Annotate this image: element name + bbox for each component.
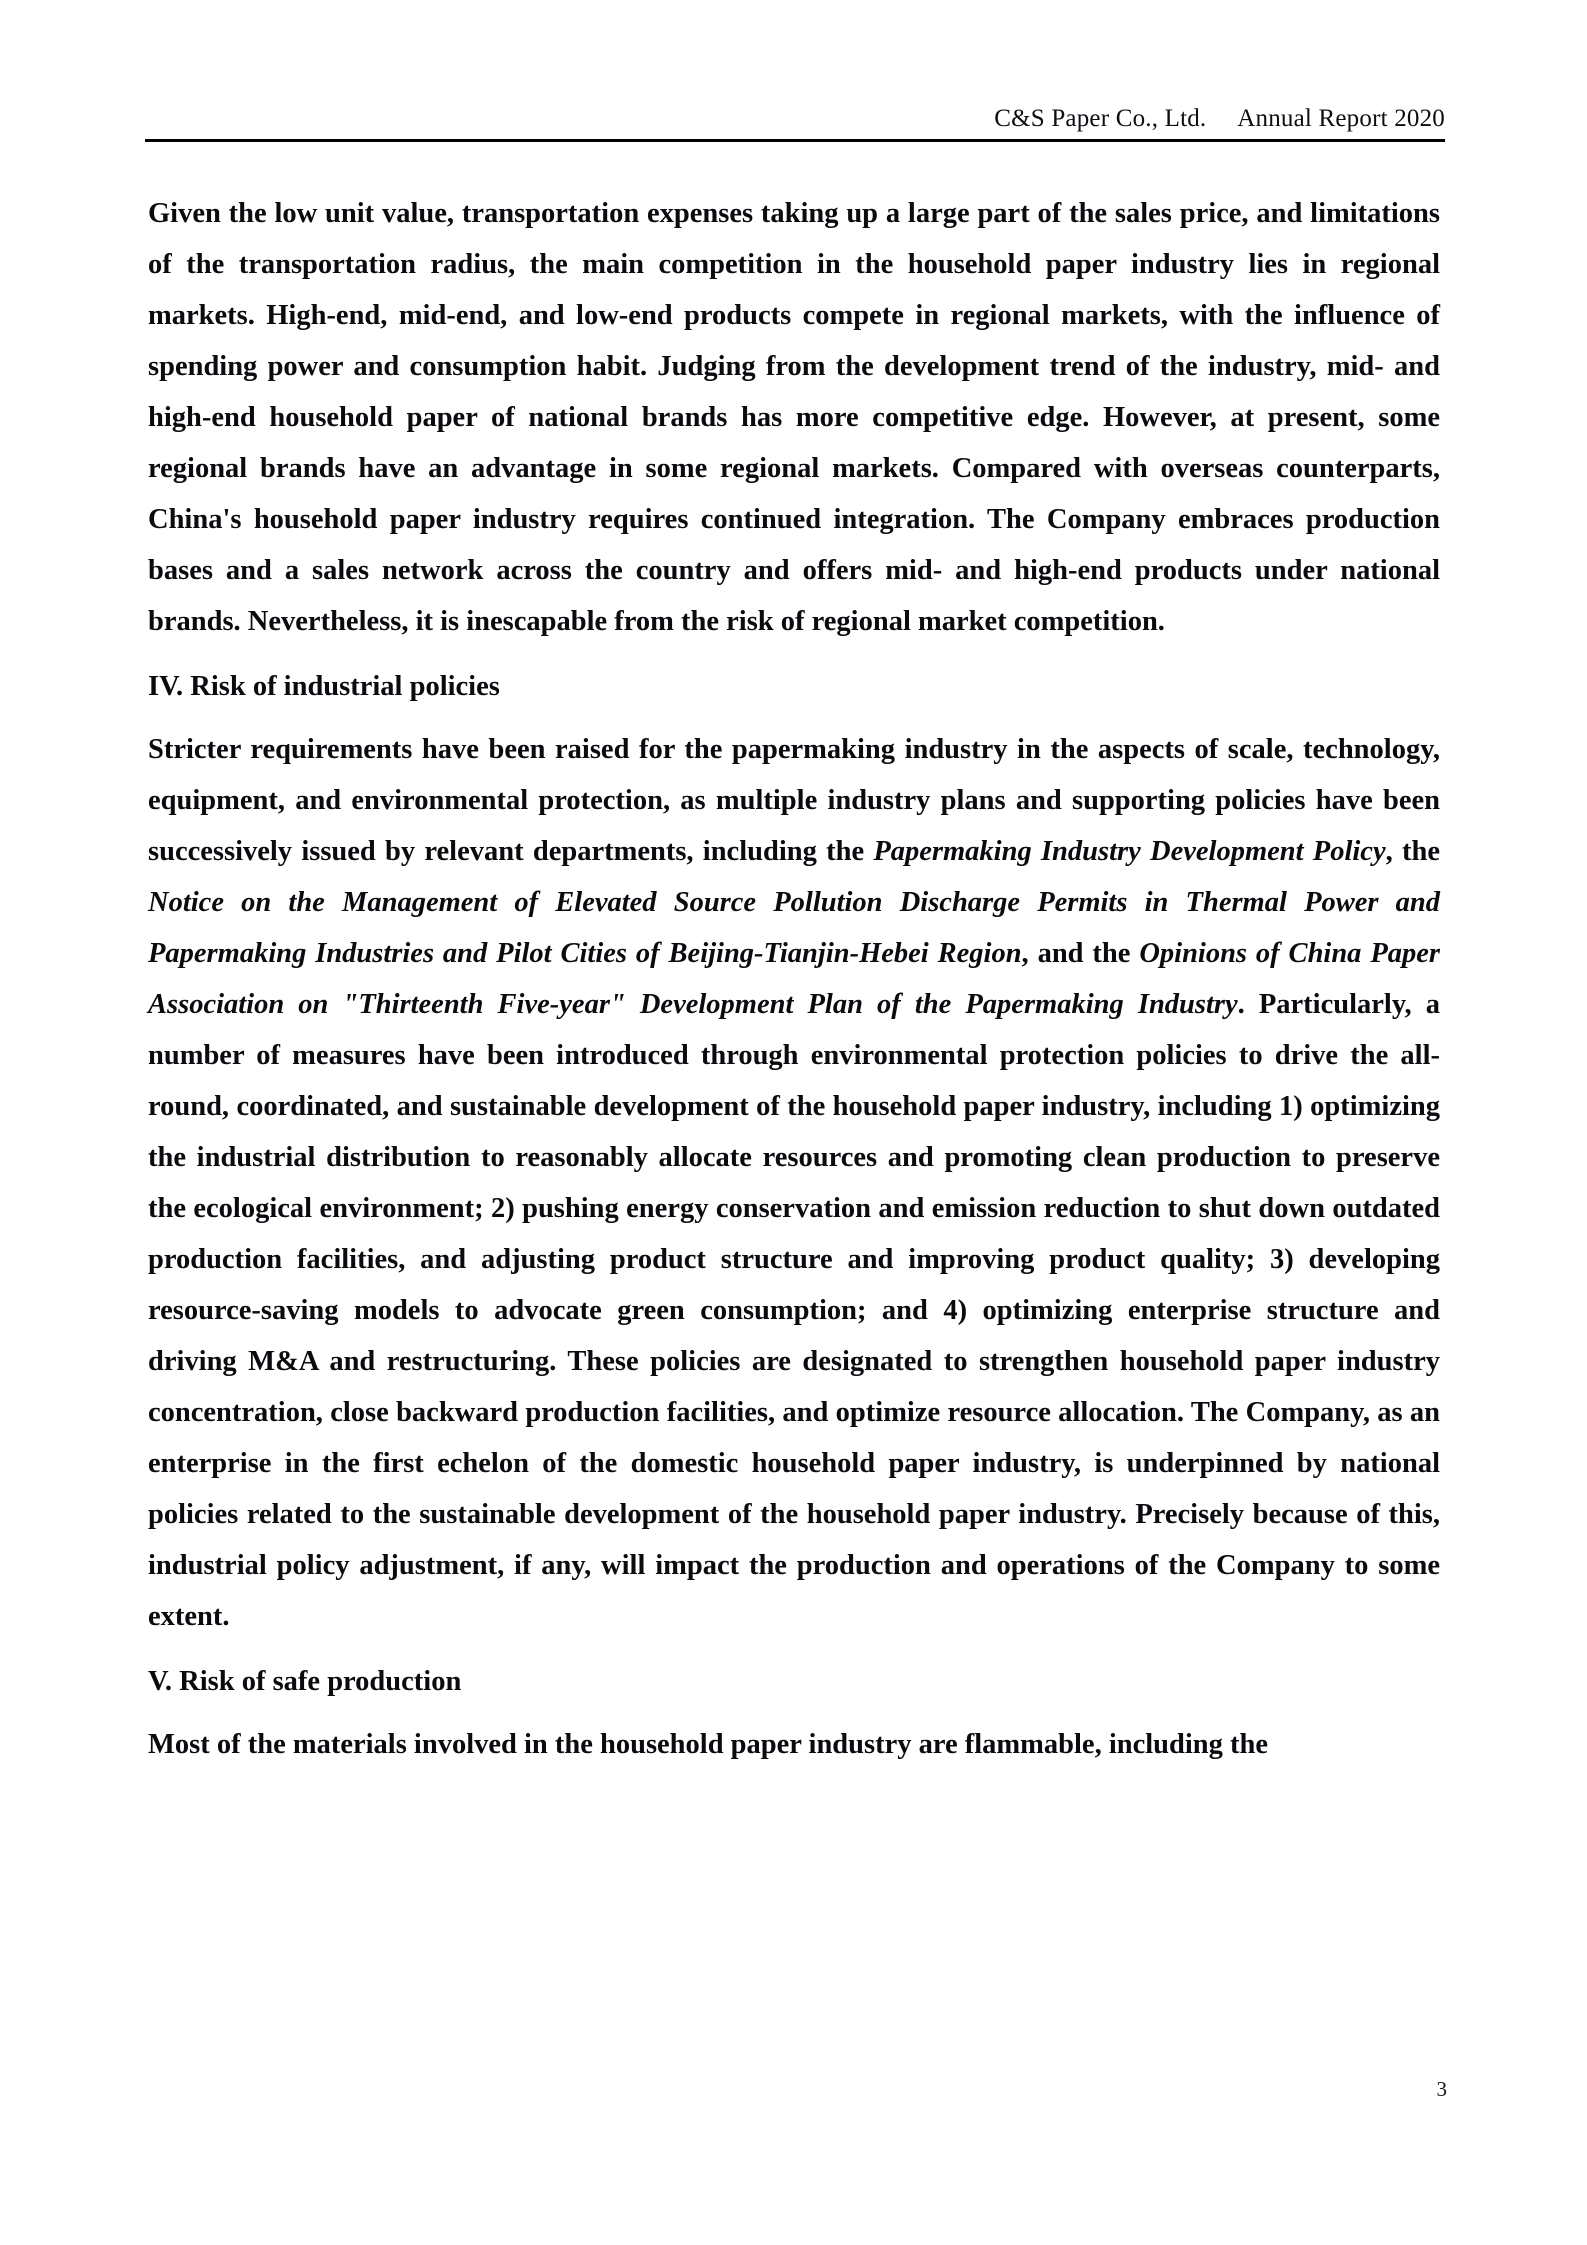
paragraph-safe-production: Most of the materials involved in the household paper industry are flammable, including the (148, 1729, 1269, 1760)
header-title: C&S Paper Co., Ltd. Annual Report 2020 (994, 105, 1445, 132)
page-number: 3 (1436, 2077, 1447, 2101)
heading-risk-of-industrial-policies: IV. Risk of industrial policies (148, 671, 500, 702)
policy-title-notice-elevated-source-pollution: Notice on the Management of Elevated Source Pollution Discharge Permits in Thermal Power and Papermaking Industries and Pilot Cities of Beijing-Tianjin-Hebei Region (148, 887, 1440, 969)
paragraph-industrial-policies (148, 724, 1440, 1642)
page-body (148, 188, 1440, 1770)
page-header (145, 104, 1445, 142)
policy-title-papermaking-industry-development-policy: Papermaking Industry Development Policy (873, 836, 1386, 867)
run-text: , and the (1021, 938, 1140, 969)
heading-risk-of-safe-production: V. Risk of safe production (148, 1666, 462, 1697)
run-text: . Particularly, a number of measures have been introduced through environmental protection policies to drive the all-round, coordinated, and sustainable development of the household paper industry, including 1) optimizing the industrial distribution to reasonably allocate resources and promoting clean production to preserve the ecological environment; 2) pushing energy conservation and emission reduction to shut down outdated production facilities, and adjusting product structure and improving product quality; 3) developing resource-saving models to advocate green consumption; and 4) optimizing enterprise structure and driving M&A and restructuring. These policies are designated to strengthen household paper industry concentration, close backward production facilities, and optimize resource allocation. The Company, as an enterprise in the first echelon of the domestic household paper industry, is underpinned by national policies related to the sustainable development of the household paper industry. Precisely because of this, industrial policy adjustment, if any, will impact the production and operations of the Company to some extent. (148, 989, 1440, 1632)
paragraph-regional-competition: Given the low unit value, transportation expenses taking up a large part of the sales price, and limitations of the transportation radius, the main competition in the household paper industry lies in regional markets. High-end, mid-end, and low-end products compete in regional markets, with the influence of spending power and consumption habit. Judging from the development trend of the industry, mid- and high-end household paper of national brands has more competitive edge. However, at present, some regional brands have an advantage in some regional markets. Compared with overseas counterparts, China's household paper industry requires continued integration. The Company embraces production bases and a sales network across the country and offers mid- and high-end products under national brands. Nevertheless, it is inescapable from the risk of regional market competition. (148, 198, 1440, 637)
header-divider (145, 139, 1445, 142)
policy-title-opinions-china-paper-association: Opinions of China Paper Association on "Thirteenth Five-year" Development Plan of the Papermaking Industry (148, 938, 1440, 1020)
run-text: Stricter requirements have been raised for the papermaking industry in the aspects of scale, technology, equipment, and environmental protection, as multiple industry plans and supporting policies have been successively issued by relevant departments, including the (148, 734, 1440, 867)
run-text: , the (1385, 836, 1440, 867)
